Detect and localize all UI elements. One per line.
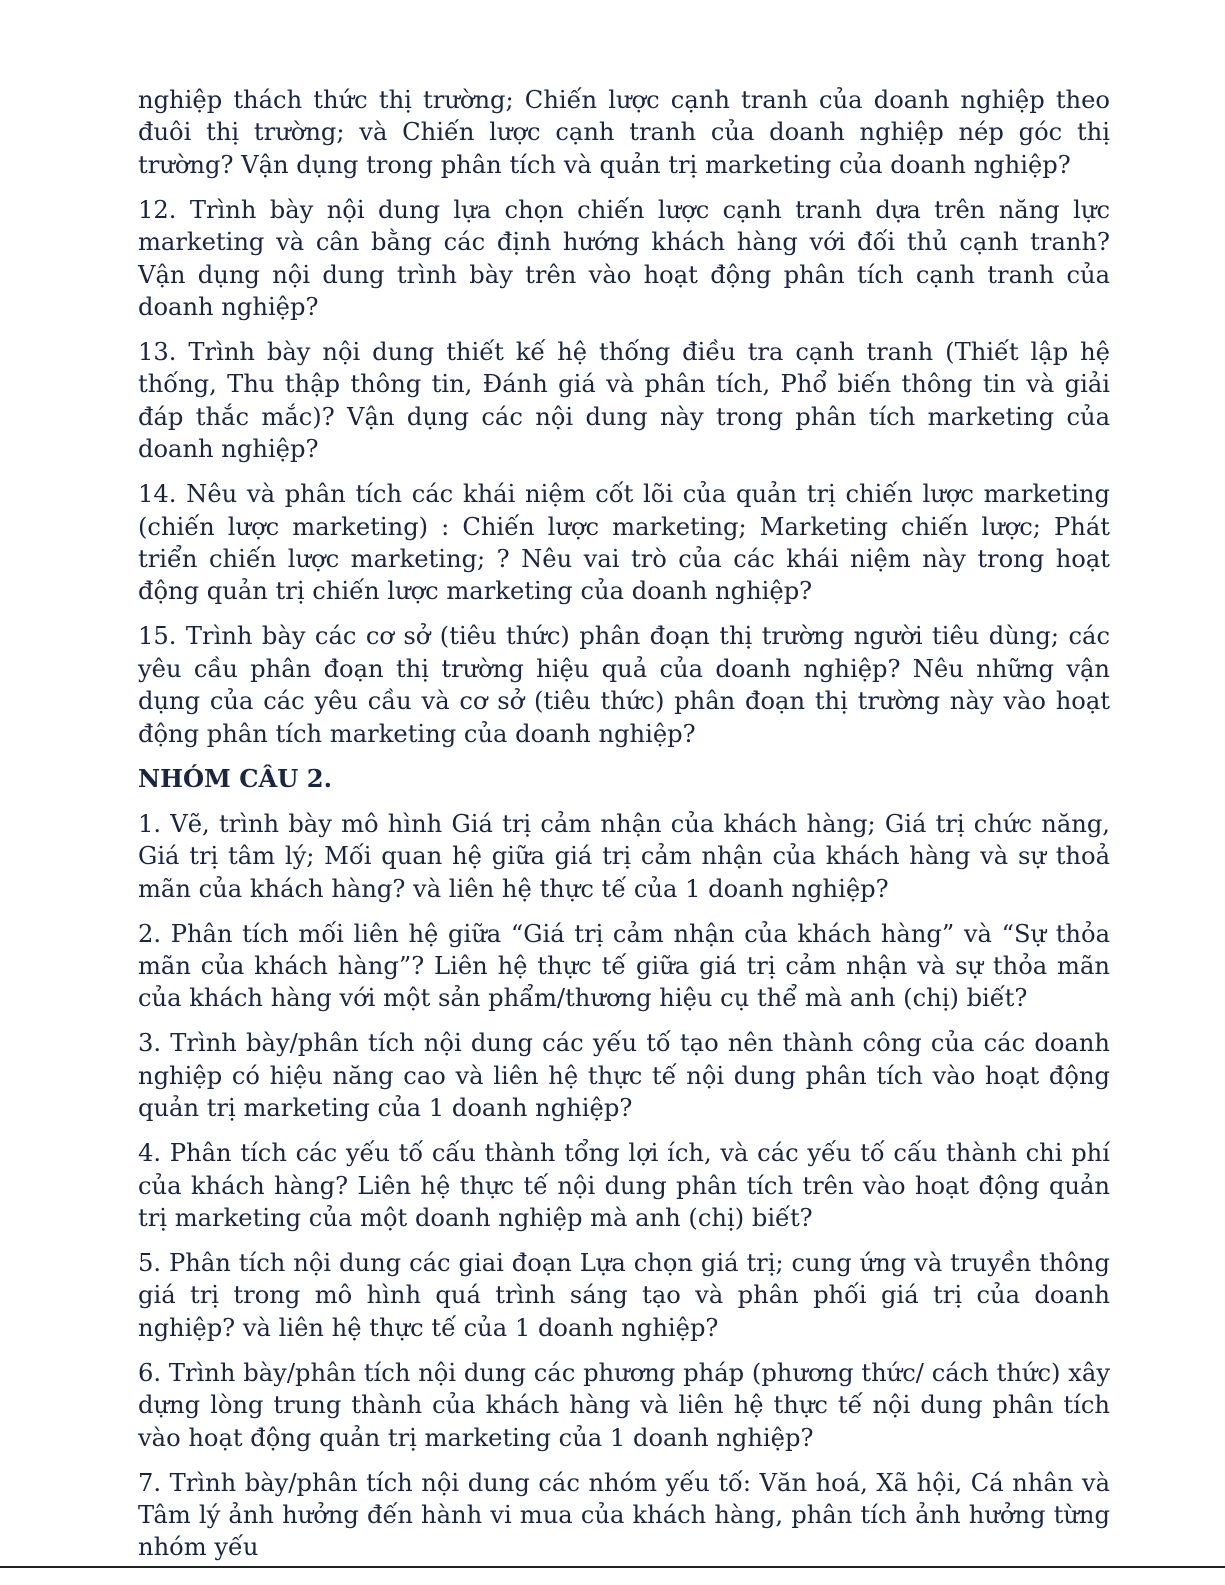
question-14: 14. Nêu và phân tích các khái niệm cốt lõi của quản trị chiến lược marketing (chiến lược marketing) : Chiến lược marketing; Marketing chiến lược; Phát triển chiến lược marketing; ? Nêu vai trò của các khái niệm này trong hoạt động quản trị chiến lược marketing của doanh nghiệp? <box>138 480 1110 606</box>
group2-question-6: 6. Trình bày/phân tích nội dung các phương pháp (phương thức/ cách thức) xây dựng lòng trung thành của khách hàng và liên hệ thực tế nội dung phân tích vào hoạt động quản trị marketing của 1 doanh nghiệp? <box>138 1358 1110 1452</box>
group2-question-5: 5. Phân tích nội dung các giai đoạn Lựa chọn giá trị; cung ứng và truyền thông giá trị trong mô hình quá trình sáng tạo và phân phối giá trị của doanh nghiệp? và liên hệ thực tế của 1 doanh nghiệp? <box>138 1248 1110 1342</box>
group2-question-4: 4. Phân tích các yếu tố cấu thành tổng lợi ích, và các yếu tố cấu thành chi phí của khách hàng? Liên hệ thực tế nội dung phân tích trên vào hoạt động quản trị marketing của một doanh nghiệp mà anh (chị) biết? <box>138 1139 1110 1232</box>
question-15: 15. Trình bày các cơ sở (tiêu thức) phân đoạn thị trường người tiêu dùng; các yêu cầu phân đoạn thị trường hiệu quả của doanh nghiệp? Nêu những vận dụng của các yêu cầu và cơ sở (tiêu thức) phân đoạn thị trường này vào hoạt động phân tích marketing của doanh nghiệp? <box>138 622 1110 748</box>
page-bottom-rule <box>0 1566 1225 1568</box>
group2-question-2: 2. Phân tích mối liên hệ giữa “Giá trị cảm nhận của khách hàng” và “Sự thỏa mãn của khách hàng”? Liên hệ thực tế giữa giá trị cảm nhận và sự thỏa mãn của khách hàng với một sản phẩm/thương hiệu cụ thể mà anh (chị) biết? <box>138 919 1110 1013</box>
group2-question-1: 1. Vẽ, trình bày mô hình Giá trị cảm nhận của khách hàng; Giá trị chức năng, Giá trị tâm lý; Mối quan hệ giữa giá trị cảm nhận của khách hàng và sự thoả mãn của khách hàng? và liên hệ thực tế của 1 doanh nghiệp? <box>138 809 1110 903</box>
question-13: 13. Trình bày nội dung thiết kế hệ thống điều tra cạnh tranh (Thiết lập hệ thống, Thu thập thông tin, Đánh giá và phân tích, Phổ biến thông tin và giải đáp thắc mắc)? Vận dụng các nội dung này trong phân tích marketing của doanh nghiệp? <box>138 338 1110 464</box>
section-heading: NHÓM CÂU 2. <box>138 763 333 793</box>
paragraph-continuation: nghiệp thách thức thị trường; Chiến lược cạnh tranh của doanh nghiệp theo đuôi thị trường; và Chiến lược cạnh tranh của doanh nghiệp nép góc thị trường? Vận dụng trong phân tích và quản trị marketing của doanh nghiệp? <box>138 86 1110 179</box>
question-12: 12. Trình bày nội dung lựa chọn chiến lược cạnh tranh dựa trên năng lực marketing và cân bằng các định hướng khách hàng với đối thủ cạnh tranh? Vận dụng nội dung trình bày trên vào hoạt động phân tích cạnh tranh của doanh nghiệp? <box>138 195 1110 322</box>
document-body <box>138 84 1110 1576</box>
group2-question-3: 3. Trình bày/phân tích nội dung các yếu tố tạo nên thành công của các doanh nghiệp có hiệu năng cao và liên hệ thực tế nội dung phân tích vào hoạt động quản trị marketing của 1 doanh nghiệp? <box>138 1029 1110 1123</box>
group2-question-7: 7. Trình bày/phân tích nội dung các nhóm yếu tố: Văn hoá, Xã hội, Cá nhân và Tâm lý ảnh hưởng đến hành vi mua của khách hàng, phân tích ảnh hưởng từng nhóm yếu <box>138 1468 1110 1562</box>
